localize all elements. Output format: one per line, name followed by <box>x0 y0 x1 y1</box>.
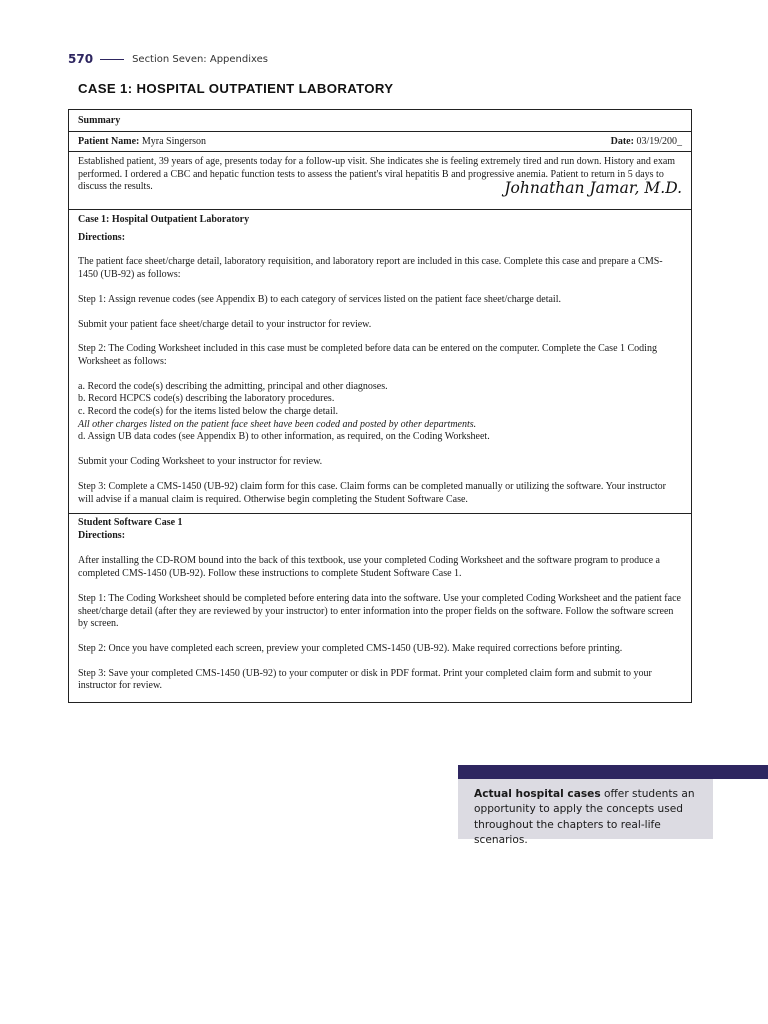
physician-note-row <box>69 151 691 209</box>
software-directions-label: Directions: <box>78 529 126 541</box>
case-heading: Case 1: Hospital Outpatient Laboratory <box>78 214 250 225</box>
software-heading: Student Software Case 1 <box>78 517 183 528</box>
sidebar-note <box>458 779 713 847</box>
software-step-3: Step 3: Save your completed CMS-1450 (UB-92) to your computer or disk in PDF format. Print your completed claim form and submit to your instructor for review. <box>78 667 652 692</box>
date-field <box>611 136 682 146</box>
header-rule <box>100 59 124 60</box>
case-item-a: a. Record the code(s) describing the admitting, principal and other diagnoses. <box>78 380 388 392</box>
patient-name-field <box>78 136 206 146</box>
case-directions-row <box>69 209 691 513</box>
case-intro: The patient face sheet/charge detail, laboratory requisition, and laboratory report are included in this case. Complete this case and prepare a CMS-1450 (UB-92) as follows: <box>78 256 663 281</box>
patient-name-label: Patient Name: <box>78 136 140 147</box>
case-box <box>68 109 692 703</box>
software-step-1: Step 1: The Coding Worksheet should be completed before entering data into the software. Use your completed Coding Worksheet and the patient face sheet/charge detail (after they are reviewed by your instructor) to enter information into the proper fields on the software. Follow the software screen by screen. <box>78 592 681 630</box>
case-step-2: Step 2: The Coding Worksheet included in this case must be completed before data can be entered on the computer. Complete the Case 1 Coding Worksheet as follows: <box>78 343 657 367</box>
case-item-d: d. Assign UB data codes (see Appendix B) to other information, as required, on the Coding Worksheet. <box>78 431 490 443</box>
page-number: 570 <box>68 52 94 66</box>
case-step-1: Step 1: Assign revenue codes (see Appendix B) to each category of services listed on the patient face sheet/charge detail. <box>78 293 561 305</box>
case-title: CASE 1: HOSPITAL OUTPATIENT LABORATORY <box>78 81 394 96</box>
patient-row <box>69 131 691 151</box>
date-label: Date: <box>610 136 634 147</box>
case-submit-2: Submit your Coding Worksheet to your instructor for review. <box>78 456 323 468</box>
case-directions-label: Directions: <box>78 231 126 243</box>
section-label: Section Seven: Appendixes <box>132 53 268 65</box>
patient-name-value: Myra Singerson <box>141 136 207 147</box>
case-step-3: Step 3: Complete a CMS-1450 (UB-92) claim form for this case. Claim forms can be completed manually or utilizing the software. Your instructor will advise if a manual claim is required. Otherwise begin completing the Student Software Case. <box>78 480 666 505</box>
date-value: 03/19/200_ <box>636 136 682 147</box>
case-italic-note: All other charges listed on the patient face sheet have been coded and posted by other departments. <box>78 418 477 430</box>
physician-signature: Johnathan Jamar, M.D. <box>504 179 682 197</box>
case-submit-1: Submit your patient face sheet/charge detail to your instructor for review. <box>78 318 372 330</box>
sidebar-text: offer students an opportunity to apply the concepts used throughout the chapters to real-life scenarios. <box>474 788 695 847</box>
software-intro: After installing the CD-ROM bound into the back of this textbook, use your completed Coding Worksheet and the software program to produce a completed CMS-1450 (UB-92). Follow these instructions to complete Student Software Case 1. <box>78 555 660 580</box>
summary-label: Summary <box>78 115 121 126</box>
physician-note: Established patient, 39 years of age, presents today for a follow-up visit. She indicates she is feeling extremely tired and run down. History and exam performed. I ordered a CBC and hepatic function tests to assess the patient's viral hepatitis B and progressive anemia. Patient to return in 5 days to discuss the results. <box>78 156 676 193</box>
sidebar-band <box>458 765 768 779</box>
software-step-2: Step 2: Once you have completed each screen, preview your completed CMS-1450 (UB-92). Make required corrections before printing. <box>78 642 623 654</box>
running-head <box>68 51 268 67</box>
software-case-row <box>69 513 691 702</box>
case-item-c: c. Record the code(s) for the items listed below the charge detail. <box>78 406 338 418</box>
case-item-b: b. Record HCPCS code(s) describing the laboratory procedures. <box>78 393 335 405</box>
summary-row <box>69 110 691 131</box>
sidebar-bold: Actual hospital cases <box>474 788 601 800</box>
